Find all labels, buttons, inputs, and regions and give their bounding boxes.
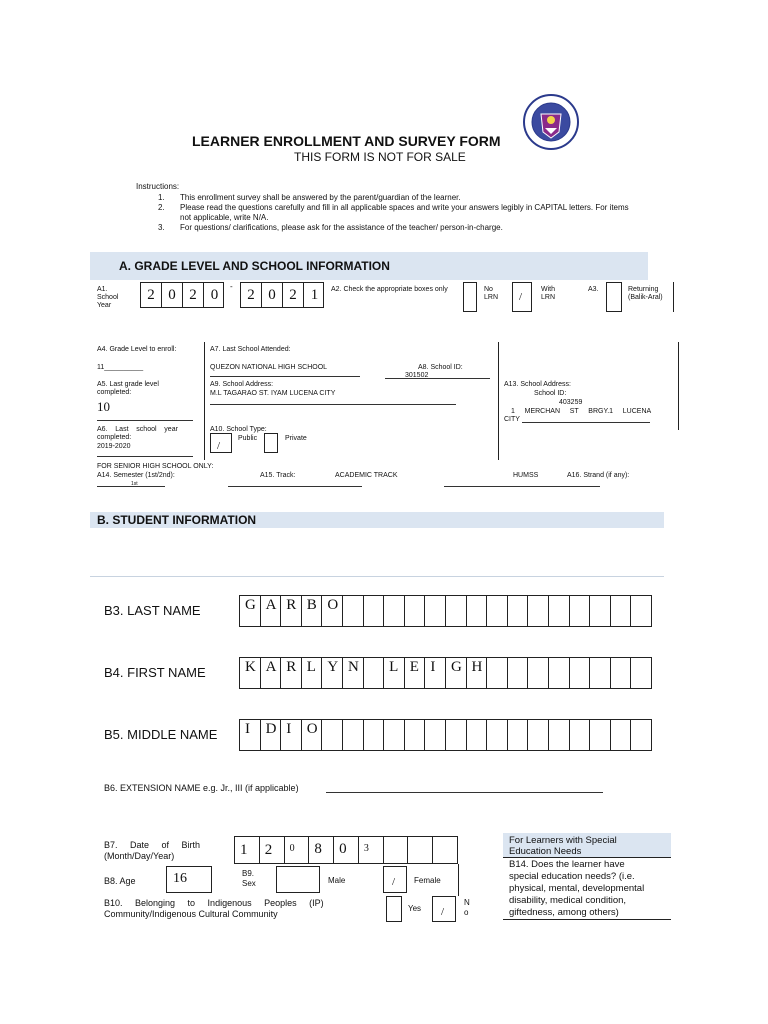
a9-underline bbox=[210, 404, 456, 405]
returning-label: (Balik-Aral) bbox=[628, 294, 663, 301]
a5-value[interactable]: 10 bbox=[97, 399, 110, 414]
instructions-label: Instructions: bbox=[136, 182, 180, 191]
a10-label: A10. School Type: bbox=[210, 426, 267, 433]
with-lrn-label: LRN bbox=[541, 294, 556, 301]
letter-cell bbox=[528, 596, 549, 626]
a15-value[interactable]: ACADEMIC TRACK bbox=[335, 472, 398, 479]
a13-underline bbox=[522, 422, 650, 423]
form-title: LEARNER ENROLLMENT AND SURVEY FORM bbox=[192, 133, 501, 149]
right-border bbox=[678, 342, 679, 430]
a3-label: A3. bbox=[588, 286, 599, 293]
letter-cell: E bbox=[405, 658, 426, 688]
returning-checkbox[interactable] bbox=[606, 282, 622, 312]
a1-label: Year bbox=[97, 302, 112, 309]
a8-underline bbox=[385, 378, 490, 379]
a7-underline bbox=[210, 376, 360, 377]
a5-label: A5. Last grade level bbox=[97, 381, 159, 388]
b14-question: special education needs? (i.e. bbox=[509, 871, 635, 882]
extension-name-field[interactable] bbox=[326, 792, 603, 793]
dob-digit: 0 bbox=[334, 837, 359, 863]
last-name-label: B3. LAST NAME bbox=[104, 603, 201, 618]
letter-cell bbox=[549, 720, 570, 750]
school-year-to[interactable] bbox=[240, 282, 324, 308]
letter-cell bbox=[446, 596, 467, 626]
letter-cell: N bbox=[343, 658, 364, 688]
age-value: 16 bbox=[173, 871, 187, 886]
instruction-text: For questions/ clarifications, please ask for the assistance of the teacher/ person-in-charge. bbox=[180, 223, 503, 232]
no-lrn-label: No bbox=[484, 286, 493, 293]
sex-label: Sex bbox=[242, 879, 256, 888]
letter-cell bbox=[364, 720, 385, 750]
instruction-text: not applicable, write N/A. bbox=[180, 213, 269, 222]
female-label: Female bbox=[414, 876, 441, 885]
a6-label: A6. Last school year bbox=[97, 426, 178, 433]
b14-question: giftedness, among others) bbox=[509, 907, 619, 918]
letter-cell bbox=[549, 658, 570, 688]
public-label: Public bbox=[238, 435, 258, 442]
letter-cell: G bbox=[240, 596, 261, 626]
separator-line bbox=[90, 576, 664, 577]
year-digit: 0 bbox=[210, 286, 219, 303]
letter-cell bbox=[570, 720, 591, 750]
letter-cell: I bbox=[240, 720, 261, 750]
letter-cell bbox=[425, 720, 446, 750]
letter-cell bbox=[467, 596, 488, 626]
male-label: Male bbox=[328, 876, 346, 885]
letter-cell bbox=[508, 596, 529, 626]
public-checkbox[interactable] bbox=[210, 433, 232, 453]
letter-cell: I bbox=[281, 720, 302, 750]
year-digit: 1 bbox=[310, 286, 319, 303]
letter-cell bbox=[590, 720, 611, 750]
year-dash: - bbox=[230, 282, 233, 291]
letter-cell bbox=[611, 720, 632, 750]
no-lrn-checkbox[interactable] bbox=[463, 282, 477, 312]
letter-cell: H bbox=[467, 658, 488, 688]
dob-digit: 0 bbox=[285, 837, 310, 863]
letter-cell bbox=[343, 596, 364, 626]
letter-cell bbox=[364, 596, 385, 626]
a1-label: A1. bbox=[97, 286, 108, 293]
letter-cell bbox=[590, 658, 611, 688]
letter-cell bbox=[384, 720, 405, 750]
letter-cell bbox=[508, 720, 529, 750]
a5-label: completed: bbox=[97, 389, 132, 396]
letter-cell bbox=[549, 596, 570, 626]
letter-cell: Y bbox=[322, 658, 343, 688]
letter-cell: L bbox=[384, 658, 405, 688]
letter-cell: L bbox=[302, 658, 323, 688]
divider bbox=[498, 342, 499, 460]
special-needs-rule bbox=[503, 919, 671, 920]
b14-question: B14. Does the learner have bbox=[509, 859, 625, 870]
b14-question: disability, medical condition, bbox=[509, 895, 627, 906]
a13-label: A13. School Address: bbox=[504, 381, 571, 388]
year-digit: 2 bbox=[241, 283, 262, 307]
letter-cell bbox=[405, 720, 426, 750]
section-b-title: B. STUDENT INFORMATION bbox=[97, 513, 257, 527]
a8-label: A8. School ID: bbox=[418, 364, 463, 371]
year-digit: 2 bbox=[183, 283, 204, 307]
a16-label: A16. Strand (if any): bbox=[567, 472, 630, 479]
special-needs-title: For Learners with Special bbox=[509, 835, 617, 846]
middle-name-label: B5. MIDDLE NAME bbox=[104, 727, 218, 742]
letter-cell bbox=[384, 596, 405, 626]
instruction-num: 1. bbox=[158, 193, 165, 202]
with-lrn-check-mark: / bbox=[519, 291, 523, 303]
dob-digit: 8 bbox=[309, 837, 334, 863]
dob-digit: 1 bbox=[235, 837, 260, 863]
letter-cell bbox=[508, 658, 529, 688]
letter-cell bbox=[322, 720, 343, 750]
letter-cell bbox=[590, 596, 611, 626]
year-digit: 0 bbox=[262, 283, 283, 307]
private-checkbox[interactable] bbox=[264, 433, 278, 453]
dob-digit bbox=[384, 837, 409, 863]
a6-underline bbox=[97, 456, 193, 457]
special-needs-rule bbox=[503, 857, 671, 858]
a6-label: completed: bbox=[97, 434, 132, 441]
a7-value[interactable]: QUEZON NATIONAL HIGH SCHOOL bbox=[210, 364, 328, 371]
letter-cell: A bbox=[261, 596, 282, 626]
letter-cell: A bbox=[261, 658, 282, 688]
a14-label: A14. Semester (1st/2nd): bbox=[97, 472, 175, 479]
instruction-text: Please read the questions carefully and fill in all applicable spaces and write your answers legibly in CAPITAL letters. For items bbox=[180, 203, 629, 212]
letter-cell bbox=[611, 658, 632, 688]
school-year-from[interactable] bbox=[140, 282, 224, 308]
letter-cell: B bbox=[302, 596, 323, 626]
form-subtitle: THIS FORM IS NOT FOR SALE bbox=[294, 150, 466, 164]
dob-digit bbox=[408, 837, 433, 863]
last-name-grid[interactable] bbox=[239, 595, 652, 627]
letter-cell bbox=[528, 720, 549, 750]
sex-label: B9. bbox=[242, 869, 255, 878]
dob-digit: 3 bbox=[359, 837, 384, 863]
first-name-grid[interactable] bbox=[239, 657, 652, 689]
right-border bbox=[673, 282, 674, 312]
letter-cell bbox=[487, 658, 508, 688]
a13-address[interactable]: 1 MERCHAN ST BRGY.1 LUCENA bbox=[511, 408, 652, 415]
public-check-mark: / bbox=[217, 440, 221, 452]
letter-cell bbox=[425, 596, 446, 626]
divider bbox=[458, 864, 459, 896]
letter-cell bbox=[528, 658, 549, 688]
extension-name-label: B6. EXTENSION NAME e.g. Jr., III (if applicable) bbox=[104, 783, 299, 793]
returning-label: Returning bbox=[628, 286, 659, 293]
b14-question: physical, mental, developmental bbox=[509, 883, 645, 894]
letter-cell: G bbox=[446, 658, 467, 688]
no-lrn-label: LRN bbox=[484, 294, 499, 301]
letter-cell bbox=[631, 596, 651, 626]
letter-cell: K bbox=[240, 658, 261, 688]
instruction-text: This enrollment survey shall be answered by the parent/guardian of the learner. bbox=[180, 193, 461, 202]
a6-value[interactable]: 2019-2020 bbox=[97, 443, 131, 450]
a8-value[interactable]: 301502 bbox=[405, 372, 429, 379]
letter-cell: D bbox=[261, 720, 282, 750]
letter-cell bbox=[611, 596, 632, 626]
ip-no-label: o bbox=[464, 908, 469, 917]
instruction-num: 3. bbox=[158, 223, 165, 232]
ip-no-check-mark: / bbox=[441, 906, 445, 918]
a4-label: A4. Grade Level to enroll: bbox=[97, 346, 177, 353]
divider bbox=[204, 342, 205, 460]
a15-label: A15. Track: bbox=[260, 472, 296, 479]
a14-underline bbox=[97, 486, 165, 487]
private-label: Private bbox=[285, 435, 307, 442]
a13-id-value[interactable]: 403259 bbox=[559, 399, 583, 406]
a1-label: School bbox=[97, 294, 119, 301]
male-checkbox[interactable] bbox=[276, 866, 320, 893]
letter-cell bbox=[343, 720, 364, 750]
with-lrn-label: With bbox=[541, 286, 555, 293]
dob-digit: 2 bbox=[260, 837, 285, 863]
a14-value[interactable]: 1st bbox=[131, 481, 138, 487]
section-a-title: A. GRADE LEVEL AND SCHOOL INFORMATION bbox=[119, 259, 390, 273]
a13-address[interactable]: CITY bbox=[504, 416, 520, 423]
letter-cell bbox=[467, 720, 488, 750]
dob-digit bbox=[433, 837, 457, 863]
female-check-mark: / bbox=[392, 876, 396, 888]
a9-value[interactable]: M.L TAGARAO ST. IYAM LUCENA CITY bbox=[210, 390, 336, 397]
letter-cell: O bbox=[322, 596, 343, 626]
letter-cell bbox=[631, 720, 651, 750]
middle-name-grid[interactable] bbox=[239, 719, 652, 751]
letter-cell: I bbox=[425, 658, 446, 688]
ip-yes-checkbox[interactable] bbox=[386, 896, 402, 922]
letter-cell: R bbox=[281, 658, 302, 688]
letter-cell bbox=[364, 658, 385, 688]
letter-cell bbox=[446, 720, 467, 750]
a13-id-label: School ID: bbox=[534, 390, 567, 397]
deped-seal bbox=[523, 94, 579, 150]
instruction-num: 2. bbox=[158, 203, 165, 212]
letter-cell bbox=[487, 596, 508, 626]
dob-grid[interactable] bbox=[234, 836, 458, 864]
a5-underline bbox=[97, 420, 193, 421]
letter-cell bbox=[631, 658, 651, 688]
special-needs-title: Education Needs bbox=[509, 846, 582, 857]
ip-label: Community/Indigenous Cultural Community bbox=[104, 909, 278, 919]
dob-label: (Month/Day/Year) bbox=[104, 851, 175, 861]
shs-label: FOR SENIOR HIGH SCHOOL ONLY: bbox=[97, 463, 214, 470]
year-digit: 2 bbox=[141, 283, 162, 307]
letter-cell bbox=[570, 658, 591, 688]
strand-underline bbox=[444, 486, 600, 487]
letter-cell bbox=[570, 596, 591, 626]
a15-underline bbox=[228, 486, 362, 487]
letter-cell: R bbox=[281, 596, 302, 626]
ip-yes-label: Yes bbox=[408, 904, 422, 913]
age-label: B8. Age bbox=[104, 876, 136, 886]
letter-cell: O bbox=[302, 720, 323, 750]
a2-label: A2. Check the appropriate boxes only bbox=[331, 286, 448, 293]
a9-label: A9. School Address: bbox=[210, 381, 274, 388]
a7-label: A7. Last School Attended: bbox=[210, 346, 291, 353]
letter-cell bbox=[487, 720, 508, 750]
strand-value[interactable]: HUMSS bbox=[513, 472, 539, 479]
letter-cell bbox=[405, 596, 426, 626]
dob-label: B7. Date of Birth bbox=[104, 840, 201, 850]
first-name-label: B4. FIRST NAME bbox=[104, 665, 206, 680]
year-digit: 2 bbox=[283, 283, 304, 307]
ip-label: B10. Belonging to Indigenous Peoples (IP) bbox=[104, 898, 324, 908]
a4-value[interactable]: 11__________ bbox=[97, 364, 144, 371]
ip-no-label: N bbox=[464, 898, 470, 907]
year-digit: 0 bbox=[162, 283, 183, 307]
